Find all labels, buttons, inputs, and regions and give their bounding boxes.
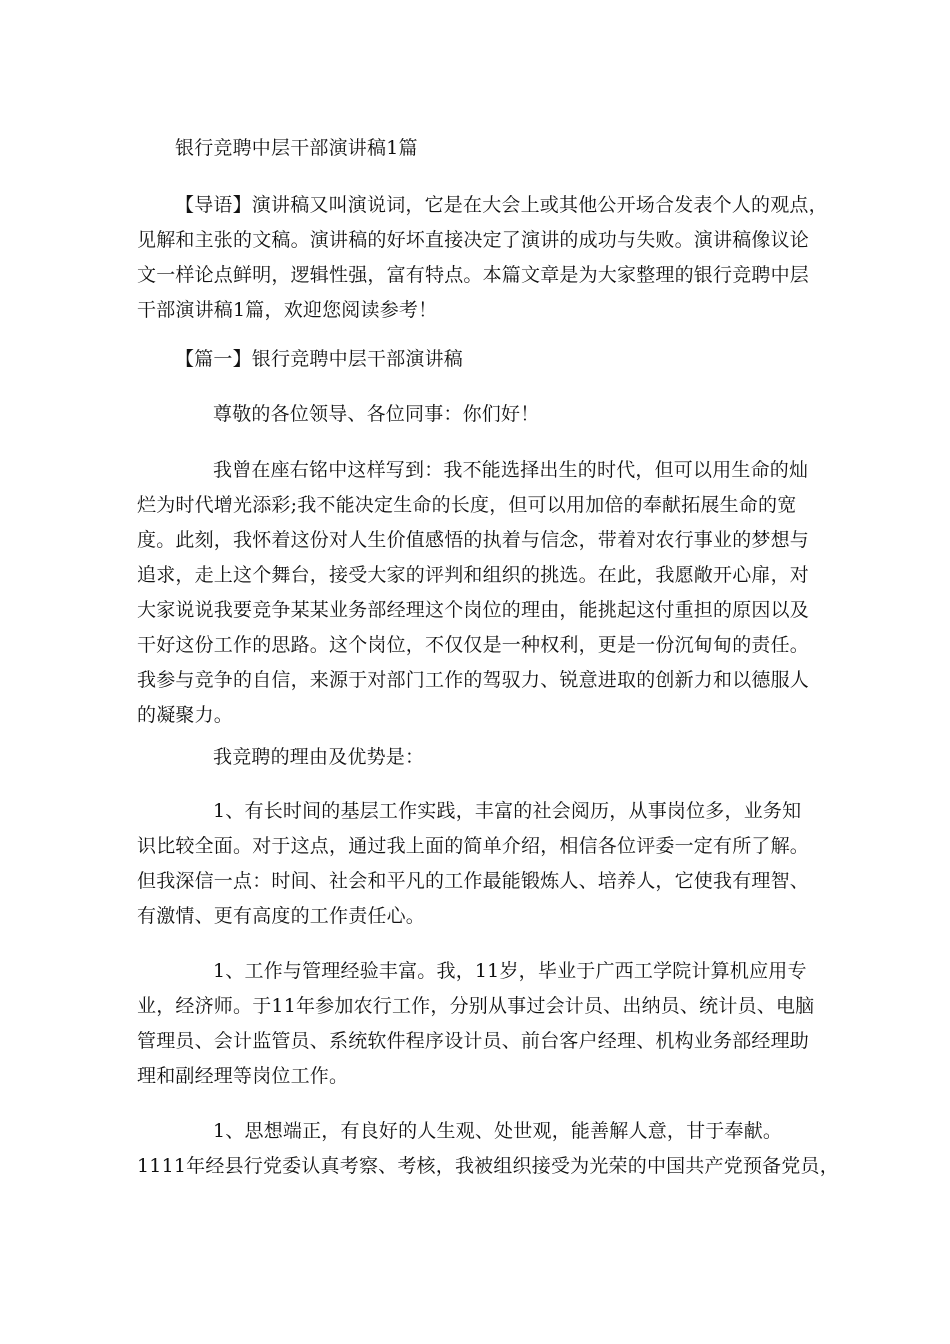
paragraph-line: 我曾在座右铭中这样写到：我不能选择出生的时代，但可以用生命的灿: [213, 459, 809, 481]
paragraph-line: 的凝聚力。: [137, 704, 234, 726]
intro-line: 文一样论点鲜明，逻辑性强，富有特点。本篇文章是为大家整理的银行竞聘中层: [137, 264, 810, 286]
intro-line: 【导语】演讲稿又叫演说词，它是在大会上或其他公开场合发表个人的观点，: [175, 194, 828, 216]
reasons-intro: 我竞聘的理由及优势是：: [213, 746, 425, 768]
point-line: 理和副经理等岗位工作。: [137, 1065, 349, 1087]
paragraph-line: 追求，走上这个舞台，接受大家的评判和组织的挑选。在此，我愿敞开心扉，对: [137, 564, 810, 586]
point-line: 1111年经县行党委认真考察、考核，我被组织接受为光荣的中国共产党预备党员，: [137, 1155, 839, 1177]
paragraph-line: 干好这份工作的思路。这个岗位，不仅仅是一种权利，更是一份沉甸甸的责任。: [137, 634, 810, 656]
greeting: 尊敬的各位领导、各位同事：你们好！: [213, 403, 540, 425]
document-title: 银行竞聘中层干部演讲稿1篇: [175, 137, 418, 159]
paragraph-line: 我参与竞争的自信，来源于对部门工作的驾驭力、锐意进取的创新力和以德服人: [137, 669, 810, 691]
point-line: 1、有长时间的基层工作实践，丰富的社会阅历，从事岗位多，业务知: [213, 800, 802, 822]
point-line: 识比较全面。对于这点，通过我上面的简单介绍，相信各位评委一定有所了解。: [137, 835, 810, 857]
intro-line: 干部演讲稿1篇，欢迎您阅读参考！: [137, 299, 438, 321]
point-line: 有激情、更有高度的工作责任心。: [137, 905, 426, 927]
point-line: 1、工作与管理经验丰富。我，11岁，毕业于广西工学院计算机应用专: [213, 960, 807, 982]
section-heading: 【篇一】银行竞聘中层干部演讲稿: [175, 348, 464, 370]
point-line: 管理员、会计监管员、系统软件程序设计员、前台客户经理、机构业务部经理助: [137, 1030, 810, 1052]
paragraph-line: 大家说说我要竞争某某业务部经理这个岗位的理由，能挑起这付重担的原因以及: [137, 599, 810, 621]
paragraph-line: 烂为时代增光添彩;我不能决定生命的长度，但可以用加倍的奉献拓展生命的宽: [137, 494, 797, 516]
point-line: 1、思想端正，有良好的人生观、处世观，能善解人意，甘于奉献。: [213, 1120, 783, 1142]
point-line: 业，经济师。于11年参加农行工作，分别从事过会计员、出纳员、统计员、电脑: [137, 995, 815, 1017]
point-line: 但我深信一点：时间、社会和平凡的工作最能锻炼人、培养人，它使我有理智、: [137, 870, 810, 892]
intro-line: 见解和主张的文稿。演讲稿的好坏直接决定了演讲的成功与失败。演讲稿像议论: [137, 229, 810, 251]
paragraph-line: 度。此刻，我怀着这份对人生价值感悟的执着与信念，带着对农行事业的梦想与: [137, 529, 810, 551]
